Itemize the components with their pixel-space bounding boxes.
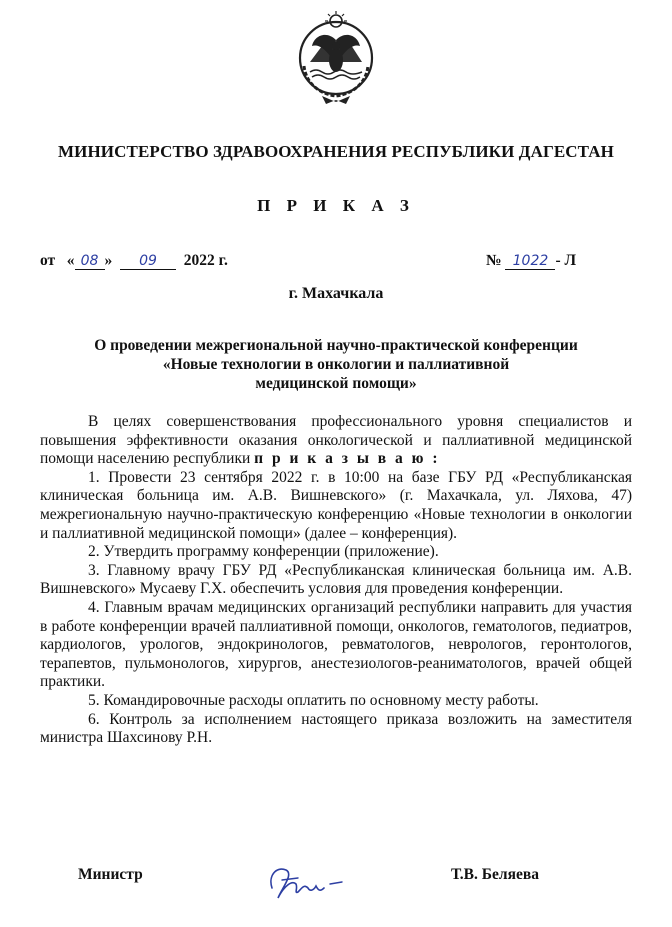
number-suffix: - Л [555,252,577,269]
subject-line-2: «Новые технологии в онкологии и паллиативной [162,356,510,373]
preamble-paragraph [40,413,632,469]
order-item: 4. Главным врачам медицинских организаций республики направить для участия в работе конференции врачей паллиативной помощи, онкологов, гематологов, педиатров, кардиологов, урологов, эндокринологов, ревматологов, неврологов, геронтологов, терапевтов, пульмонологов, хирургов, анестезиологов-реаниматологов, врачей общей практики. [40,598,632,691]
date-year: 2022 г. [183,252,228,269]
order-body [40,413,632,748]
order-date [40,252,228,270]
document-type-title: П Р И К А З [257,196,415,215]
preamble-text: В целях совершенствования профессионального уровня специалистов и повышения эффективности оказания онкологической и паллиативной медицинской помощи населению республики [40,413,632,468]
date-prefix: от [40,252,56,269]
order-item: 6. Контроль за исполнением настоящего приказа возложить на заместителя министра Шахсинову Р.Н. [40,710,632,747]
order-item: 2. Утвердить программу конференции (приложение). [88,543,439,561]
signer-name: Т.В. Беляева [451,866,539,883]
city-name: г. Махачкала [288,285,384,302]
order-number [486,252,576,270]
order-subject [0,336,672,393]
order-item: 3. Главному врачу ГБУ РД «Республиканская клиническая больница им. А.В. Вишневского» Мусаеву Г.Х. обеспечить условия для проведения конференции. [40,561,632,598]
command-word: п р и к а з ы в а ю : [254,450,441,468]
order-item: 1. Провести 23 сентября 2022 г. в 10:00 на базе ГБУ РД «Республиканская клиническая больница им. А.В. Вишневского» (г. Махачкала, ул. Ляхова, 47) межрегиональную научно-практическую конференцию «Новые технологии в онкологии и паллиативной медицинской помощи» (далее – конференция). [40,468,632,542]
number-prefix: № [486,252,502,269]
order-item: 5. Командировочные расходы оплатить по основному месту работы. [88,691,539,709]
coat-of-arms-icon [296,10,376,106]
subject-line-1: О проведении межрегиональной научно-практической конференции [94,337,578,354]
signer-title: Министр [78,866,143,883]
subject-line-3: медицинской помощи» [255,375,417,392]
date-quote-open: « [66,252,75,269]
date-quote-close: » [104,252,113,269]
ministry-name: МИНИСТЕРСТВО ЗДРАВООХРАНЕНИЯ РЕСПУБЛИКИ ДАГЕСТАН [58,142,614,161]
date-day: 08 [75,253,105,270]
number-value: 1022 [505,253,555,270]
handwritten-signature-icon [258,858,348,904]
date-month: 09 [120,253,176,270]
